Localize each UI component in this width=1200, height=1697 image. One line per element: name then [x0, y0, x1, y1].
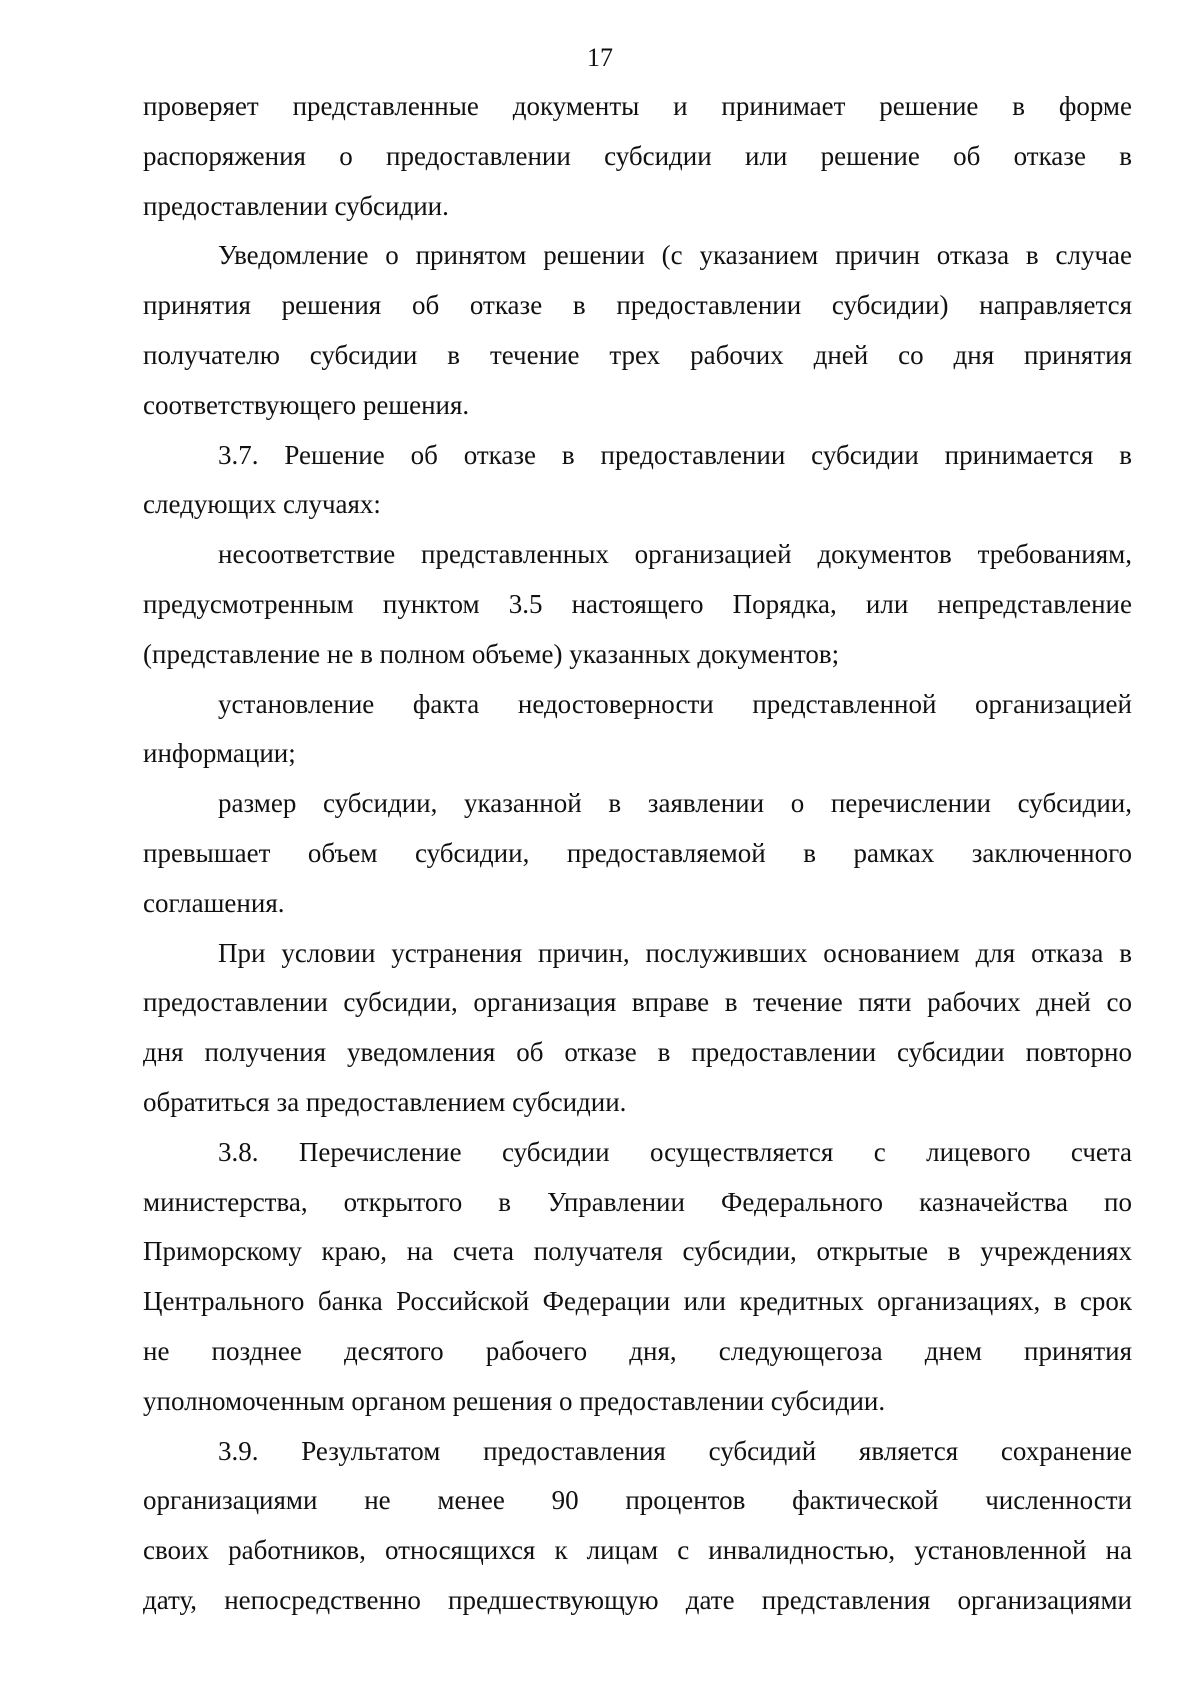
- text-line: уполномоченным органом решения о предоставлении субсидии.: [143, 1385, 886, 1416]
- text-line: соответствующего решения.: [143, 389, 470, 420]
- text-line: установление факта недостоверности представленной организацией: [218, 688, 1132, 719]
- text-line: превышает объем субсидии, предоставляемой в рамках заключенного: [143, 837, 1132, 868]
- text-line: предусмотренным пунктом 3.5 настоящего Порядка, или непредставление: [143, 588, 1132, 619]
- text-line: министерства, открытого в Управлении Федерального казначейства по: [143, 1186, 1132, 1217]
- text-line: не позднее десятого рабочего дня, следующегоза днем принятия: [143, 1335, 1132, 1366]
- text-line: дня получения уведомления об отказе в предоставлении субсидии повторно: [143, 1037, 1132, 1068]
- paragraph: [143, 530, 1132, 679]
- paragraph: [143, 431, 1132, 531]
- text-line: Уведомление о принятом решении (с указанием причин отказа в случае: [218, 240, 1132, 271]
- text-line: принятия решения об отказе в предоставлении субсидии) направляется: [143, 290, 1132, 321]
- paragraph: [143, 779, 1132, 928]
- text-line: следующих случаях:: [143, 489, 381, 520]
- text-line: проверяет представленные документы и принимает решение в форме: [143, 91, 1132, 121]
- paragraph: [143, 1427, 1132, 1626]
- paragraph: [143, 929, 1132, 1128]
- paragraph: [143, 1128, 1132, 1427]
- text-line: несоответствие представленных организацией документов требованиям,: [218, 539, 1132, 570]
- paragraph: [143, 680, 1132, 780]
- text-line: организациями не менее 90 процентов фактической численности: [143, 1485, 1132, 1516]
- text-line: своих работников, относящихся к лицам с инвалидностью, установленной на: [143, 1535, 1132, 1566]
- text-line: 3.7. Решение об отказе в предоставлении субсидии принимается в: [218, 439, 1132, 470]
- text-line: предоставлении субсидии.: [143, 190, 449, 221]
- text-line: размер субсидии, указанной в заявлении о перечислении субсидии,: [218, 788, 1132, 819]
- text-line: При условии устранения причин, послуживших основанием для отказа в: [218, 937, 1132, 968]
- paragraph: [143, 82, 1132, 231]
- text-line: получателю субсидии в течение трех рабочих дней со дня принятия: [143, 339, 1132, 370]
- text-line: (представление не в полном объеме) указанных документов;: [143, 638, 840, 669]
- text-line: Центрального банка Российской Федерации или кредитных организациях, в срок: [143, 1286, 1132, 1317]
- document-body: [143, 82, 1132, 1626]
- text-line: распоряжения о предоставлении субсидии или решение об отказе в: [143, 140, 1132, 171]
- text-line: Приморскому краю, на счета получателя субсидии, открытые в учреждениях: [143, 1236, 1132, 1267]
- page-number: 17: [587, 43, 613, 72]
- text-line: информации;: [143, 738, 296, 769]
- paragraph: [143, 231, 1132, 430]
- text-line: дату, непосредственно предшествующую дате представления организациями: [143, 1584, 1132, 1615]
- text-line: 3.8. Перечисление субсидии осуществляется с лицевого счета: [218, 1136, 1132, 1167]
- text-line: предоставлении субсидии, организация вправе в течение пяти рабочих дней со: [143, 987, 1132, 1018]
- text-line: 3.9. Результатом предоставления субсидий является сохранение: [218, 1435, 1132, 1466]
- text-line: обратиться за предоставлением субсидии.: [143, 1086, 627, 1117]
- text-line: соглашения.: [143, 887, 285, 918]
